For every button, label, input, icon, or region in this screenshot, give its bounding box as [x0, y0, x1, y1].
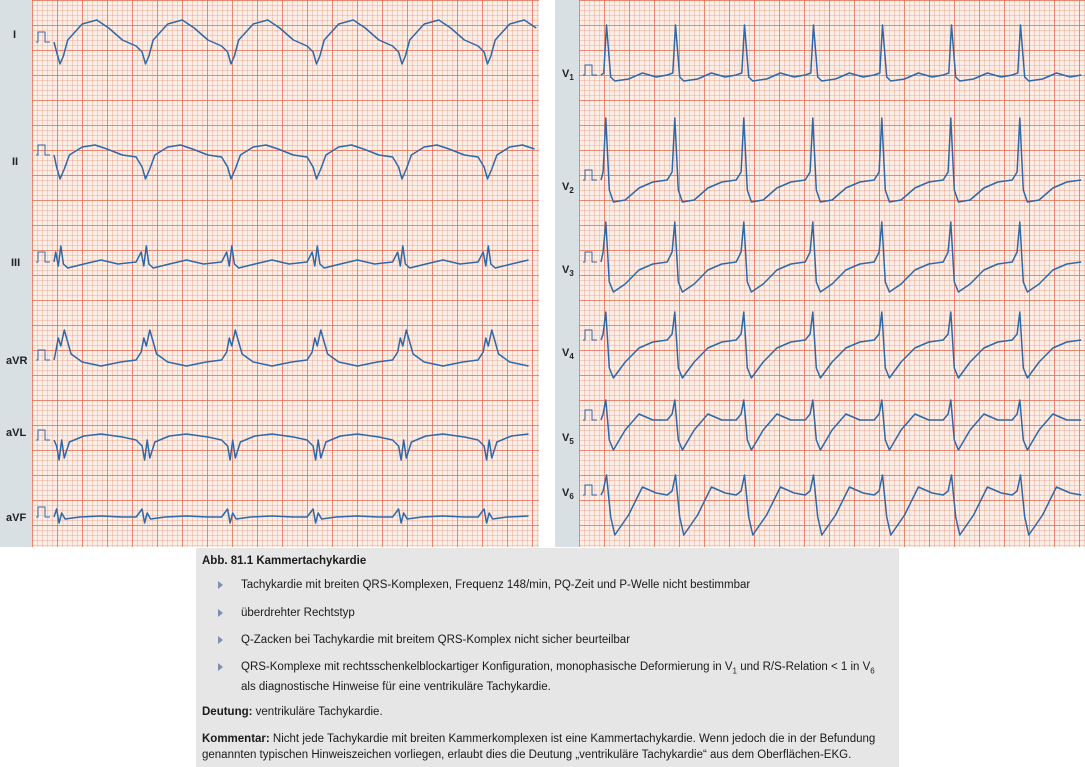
lead-trace-V6	[601, 475, 1081, 535]
lead-trace-V1	[601, 25, 1081, 81]
caption-deutung: Deutung: ventrikuläre Tachykardie.	[202, 706, 383, 718]
bullet-triangle-icon	[218, 609, 223, 617]
lead-label-V5: $V_5$	[562, 432, 574, 447]
lead-label-aVL: aVL	[6, 427, 27, 439]
lead-label-V6: $V_6$	[562, 487, 574, 502]
lead-trace-aVL	[54, 434, 529, 460]
limb-lead-traces	[0, 0, 539, 547]
calibration-pulse	[36, 507, 50, 517]
calibration-pulse	[583, 330, 597, 340]
lead-trace-I	[54, 20, 536, 64]
lead-label-V2: $V_2$	[562, 181, 574, 196]
calibration-pulse	[583, 485, 597, 495]
lead-trace-V4	[601, 312, 1081, 378]
caption-kommentar: Kommentar: Nicht jede Tachykardie mit breiten Kammerkomplexen ist eine Kammertachykardie. Wenn jedoch die in der Befundung genannten typischen Hinweiszeichen vorliegen, erlaubt dies die Deutung „ventrikuläre Tachykardie“ aus dem Oberflächen-EKG.	[202, 733, 876, 761]
calibration-pulse	[583, 410, 597, 420]
calibration-pulse	[36, 350, 50, 360]
lead-label-I: I	[13, 29, 17, 41]
ecg-chest-leads-panel	[555, 0, 1085, 547]
lead-label-V4: $V_4$	[562, 347, 574, 362]
lead-trace-V3	[601, 222, 1081, 292]
lead-label-V1: $V_1$	[562, 68, 574, 83]
chest-lead-traces	[555, 0, 1085, 547]
calibration-pulse	[36, 32, 50, 42]
bullet-triangle-icon	[218, 636, 223, 644]
lead-trace-aVR	[54, 330, 529, 366]
bullet-triangle-icon	[218, 663, 223, 671]
calibration-pulse	[36, 252, 50, 262]
lead-label-V3: $V_3$	[562, 264, 574, 279]
caption-bullet: überdrehter Rechtstyp	[218, 605, 878, 621]
lead-trace-II	[54, 145, 535, 179]
caption-title: Abb. 81.1 Kammertachykardie	[202, 555, 367, 567]
figure-caption	[196, 548, 899, 767]
calibration-pulse	[36, 145, 50, 155]
lead-label-aVR: aVR	[6, 355, 28, 367]
calibration-pulse	[583, 252, 597, 262]
calibration-pulse	[36, 430, 50, 440]
bullet-triangle-icon	[218, 581, 223, 589]
lead-label-II: II	[12, 156, 19, 168]
calibration-pulse	[583, 65, 597, 75]
caption-bullet: Q-Zacken bei Tachykardie mit breitem QRS-Komplex nicht sicher beurteilbar	[218, 632, 878, 648]
lead-label-III: III	[11, 257, 21, 269]
caption-bullet: QRS-Komplexe mit rechtsschenkelblockartiger Konfiguration, monophasische Deformierung in $V_1$ und R/S-Relation < 1 in $V_6$ als diagnostische Hinweise für eine ventrikuläre Tachykardie.	[218, 659, 878, 695]
lead-trace-V2	[601, 118, 1081, 202]
caption-bullet: Tachykardie mit breiten QRS-Komplexen, Frequenz 148/min, PQ-Zeit und P-Welle nicht bestimmbar	[218, 577, 878, 593]
ecg-limb-leads-panel	[0, 0, 539, 547]
lead-trace-V5	[601, 400, 1081, 450]
lead-label-aVF: aVF	[6, 512, 27, 524]
calibration-pulse	[583, 170, 597, 180]
lead-trace-III	[54, 246, 529, 268]
lead-trace-aVF	[54, 509, 529, 523]
